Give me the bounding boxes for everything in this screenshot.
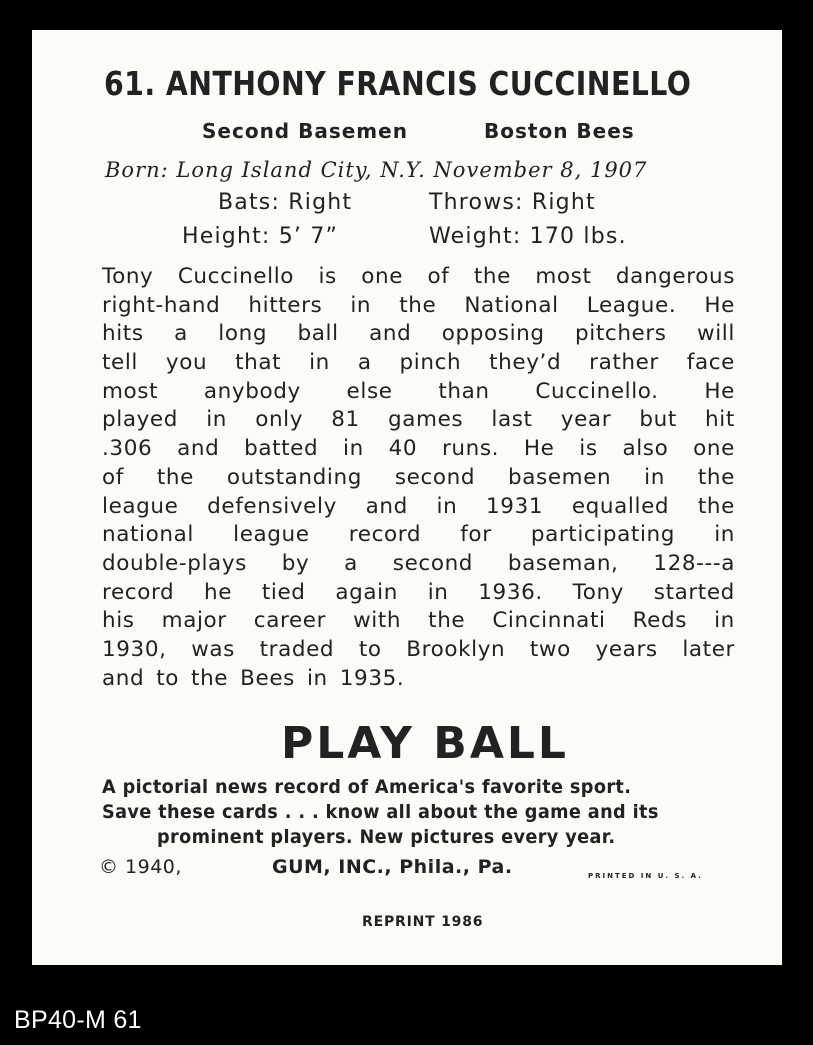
bio-word: in — [343, 436, 364, 462]
bio-word: of — [427, 264, 450, 289]
bio-word: hits — [102, 321, 144, 347]
bio-word: pinch — [399, 350, 462, 376]
bio-word: and — [365, 493, 408, 519]
bio-word: a — [357, 350, 372, 376]
bio-word: rather — [589, 350, 659, 376]
bio-word: else — [346, 378, 393, 404]
bio-word: face — [686, 350, 735, 376]
tagline-line-3: prominent players. New pictures every year. — [157, 826, 616, 848]
bio-word: 1935. — [339, 665, 405, 691]
bio-word: for — [460, 522, 492, 548]
bio-word: major — [161, 608, 227, 634]
bio-line — [102, 493, 735, 522]
bio-word: dangerous — [615, 264, 735, 289]
bio-word: He — [704, 378, 735, 404]
bio-word: second — [394, 464, 476, 490]
bio-word: by — [281, 550, 310, 576]
card-heading: 61. ANTHONY FRANCIS CUCCINELLO — [104, 64, 692, 103]
bio-word: but — [639, 407, 677, 433]
bio-line — [102, 464, 735, 493]
bio-word: most — [535, 264, 592, 289]
bio-word: with — [353, 608, 402, 634]
bio-word: traded — [259, 636, 335, 662]
bio-word: He — [523, 436, 555, 462]
player-position: Second Basemen — [202, 119, 408, 143]
bio-word: Cuccinello — [177, 264, 295, 289]
bio-word: Cincinnati — [492, 608, 606, 634]
player-biography — [102, 263, 735, 693]
bio-word: is — [318, 264, 337, 289]
bio-line — [102, 521, 735, 550]
bio-word: a — [174, 321, 188, 347]
bio-word: National — [464, 292, 559, 318]
bio-word: basemen — [508, 464, 612, 490]
bio-word: defensively — [207, 493, 337, 519]
bio-word: they’d — [489, 350, 562, 376]
bio-word: years — [595, 636, 658, 662]
bio-word: 128---a — [653, 550, 735, 576]
bio-word: the — [428, 608, 466, 634]
bio-line — [102, 607, 735, 636]
bio-word: .306 — [102, 436, 153, 462]
player-weight: Weight: 170 lbs. — [429, 224, 627, 249]
bio-word: to — [358, 636, 382, 662]
bio-word: 1930, — [102, 636, 167, 662]
bio-line — [102, 550, 735, 579]
bio-word: second — [392, 550, 474, 576]
catalog-label: BP40-M 61 — [14, 1006, 142, 1034]
bio-word: the — [191, 665, 229, 691]
reprint-notice: REPRINT 1986 — [362, 914, 484, 930]
bio-word: the — [399, 292, 437, 318]
bio-word: batted — [244, 436, 319, 462]
bio-word: baseman, — [507, 550, 619, 576]
bio-word: in — [350, 292, 372, 318]
bio-word: tell — [102, 350, 139, 376]
bio-word: games — [388, 407, 464, 433]
bio-word: equalled — [571, 493, 670, 519]
bio-word: to — [156, 665, 180, 691]
bio-word: that — [235, 350, 282, 376]
bio-word: you — [165, 350, 208, 376]
bio-word: double-plays — [102, 550, 247, 576]
bio-word: his — [102, 608, 135, 634]
bio-word: and — [177, 436, 220, 462]
bio-word: anybody — [203, 378, 301, 404]
card-back — [32, 30, 782, 965]
bio-word: Cuccinello. — [535, 378, 659, 404]
bio-word: also — [622, 436, 669, 462]
bio-word: in — [644, 464, 665, 490]
bio-word: record — [348, 522, 422, 548]
bio-word: will — [697, 321, 735, 347]
bio-word: and — [102, 665, 145, 691]
bio-word: runs. — [441, 436, 500, 462]
player-bats: Bats: Right — [218, 190, 353, 215]
tagline-line-2: Save these cards . . . know all about the game and its — [102, 801, 659, 823]
bio-word: two — [529, 636, 571, 662]
bio-word: the — [473, 264, 511, 289]
bio-word: is — [579, 436, 598, 462]
bio-line — [102, 292, 735, 321]
bio-word: 81 — [331, 407, 360, 433]
bio-word: the — [697, 464, 735, 490]
bio-word: Reds — [632, 608, 688, 634]
bio-line — [102, 406, 735, 435]
publisher-name: GUM, INC., Phila., Pa. — [272, 856, 513, 878]
bio-word: long — [218, 321, 268, 347]
bio-word: one — [693, 436, 735, 462]
play-ball-title: PLAY BALL — [281, 718, 569, 769]
bio-line — [102, 435, 735, 464]
bio-line — [102, 378, 735, 407]
bio-word: national — [102, 522, 194, 548]
bio-word: the — [697, 493, 735, 519]
printed-in-usa: PRINTED IN U. S. A. — [588, 872, 703, 880]
bio-word: league — [102, 493, 179, 519]
player-throws: Throws: Right — [429, 190, 596, 215]
bio-word: a — [344, 550, 358, 576]
bio-line — [102, 579, 735, 608]
bio-word: he — [204, 579, 233, 605]
bio-word: played — [102, 407, 178, 433]
bio-word: the — [156, 464, 194, 490]
bio-word: opposing — [441, 321, 545, 347]
bio-word: participating — [530, 522, 675, 548]
bio-word: pitchers — [575, 321, 667, 347]
bio-word: in — [714, 608, 735, 634]
bio-word: in — [206, 407, 227, 433]
bio-word: year — [560, 407, 612, 433]
bio-word: in — [714, 522, 735, 548]
bio-line — [102, 320, 735, 349]
bio-word: tied — [261, 579, 306, 605]
bio-word: later — [682, 636, 735, 662]
bio-word: right-hand — [102, 292, 221, 318]
bio-word: in — [309, 350, 330, 376]
bio-line — [102, 636, 735, 665]
bio-word: was — [191, 636, 235, 662]
bio-word: in — [436, 493, 458, 519]
player-born: Born: Long Island City, N.Y. November 8, 1907 — [105, 158, 648, 182]
bio-word: 40 — [388, 436, 418, 462]
bio-word: in — [306, 665, 328, 691]
bio-word: only — [255, 407, 304, 433]
bio-word: league — [233, 522, 310, 548]
bio-word: outstanding — [226, 464, 362, 490]
bio-word: 1936. — [478, 579, 543, 605]
bio-word: Tony — [102, 264, 154, 289]
bio-word: 1931 — [486, 493, 544, 519]
bio-word: hitters — [248, 292, 323, 318]
bio-word: started — [653, 579, 735, 605]
bio-word: Brooklyn — [406, 636, 506, 662]
bio-word: again — [335, 579, 398, 605]
bio-line — [102, 263, 735, 292]
bio-word: Tony — [572, 579, 624, 605]
bio-word: ball — [297, 321, 339, 347]
bio-word: most — [102, 378, 159, 404]
bio-line — [102, 665, 735, 694]
tagline-line-1: A pictorial news record of America's favorite sport. — [102, 776, 632, 798]
bio-word: career — [253, 608, 327, 634]
bio-word: last — [491, 407, 533, 433]
bio-line — [102, 349, 735, 378]
bio-word: Bees — [240, 665, 295, 691]
bio-word: in — [427, 579, 449, 605]
bio-word: than — [438, 378, 490, 404]
bio-word: one — [361, 264, 404, 289]
bio-word: and — [369, 321, 412, 347]
bio-word: hit — [705, 407, 735, 433]
bio-word: of — [102, 464, 124, 490]
copyright-notice: © 1940, — [99, 856, 182, 878]
bio-word: League. — [586, 292, 677, 318]
bio-word: record — [102, 579, 175, 605]
player-team: Boston Bees — [484, 119, 635, 143]
bio-word: He — [704, 292, 735, 318]
player-height: Height: 5’ 7” — [182, 224, 339, 249]
